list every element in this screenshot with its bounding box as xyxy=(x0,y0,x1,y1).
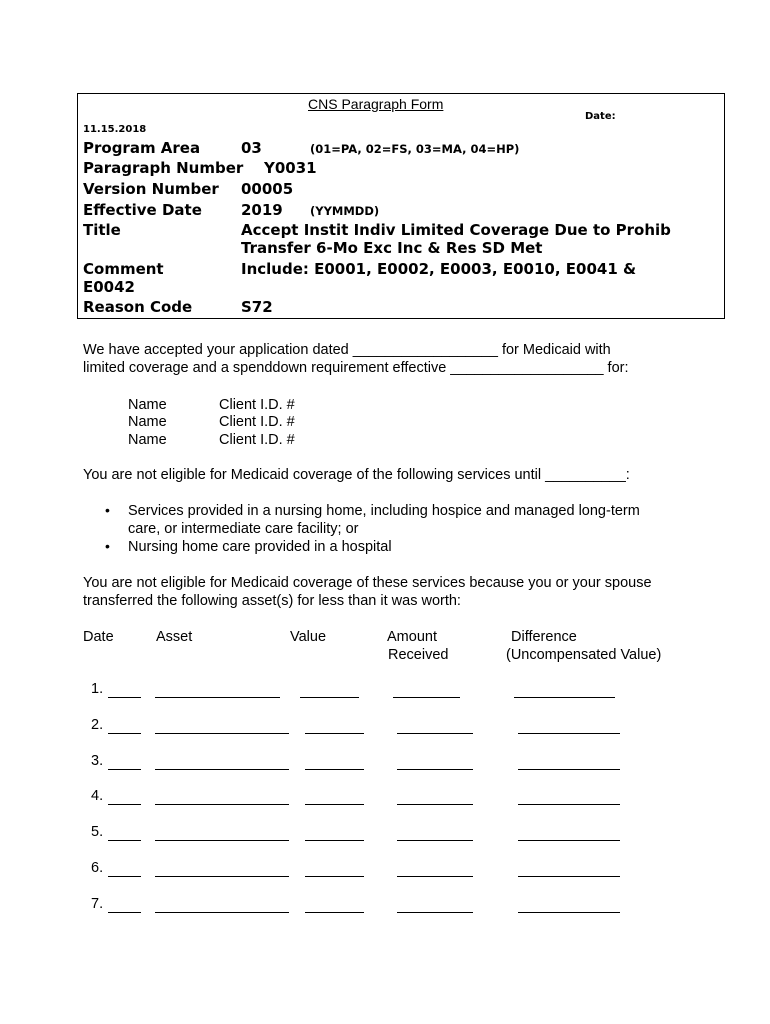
difference-blank xyxy=(518,876,620,877)
paragraph-transfer-line2: transferred the following asset(s) for less than it was worth: xyxy=(83,593,461,609)
comment-value-line2: E0042 xyxy=(83,278,135,296)
client-name: Name xyxy=(128,414,167,430)
effective-date-note: (YYMMDD) xyxy=(310,204,380,218)
reason-code-value: S72 xyxy=(241,298,273,316)
version-number-value: 00005 xyxy=(241,180,294,198)
asset-blank xyxy=(155,769,289,770)
paragraph-transfer-line1: You are not eligible for Medicaid coverage of these services because you or your spouse xyxy=(83,575,652,591)
amount-received-blank xyxy=(397,912,473,913)
value-blank xyxy=(305,840,364,841)
date-blank xyxy=(108,912,141,913)
title-value-line1: Accept Instit Indiv Limited Coverage Due to Prohib xyxy=(241,221,671,239)
date-blank xyxy=(108,840,141,841)
row-number: 4. xyxy=(91,788,104,804)
comment-label: Comment xyxy=(83,260,164,278)
client-name: Name xyxy=(128,432,167,448)
asset-blank xyxy=(155,840,289,841)
asset-blank xyxy=(155,912,289,913)
value-blank xyxy=(305,804,364,805)
bullet-dot: • xyxy=(105,502,110,518)
column-header-date: Date xyxy=(83,629,114,645)
row-number: 6. xyxy=(91,860,104,876)
amount-received-blank xyxy=(397,769,473,770)
paragraph-accepted-line1: We have accepted your application dated __________________ for Medicaid with xyxy=(83,342,611,358)
difference-blank xyxy=(514,697,615,698)
asset-blank xyxy=(155,733,289,734)
reason-code-label: Reason Code xyxy=(83,298,193,316)
program-area-label: Program Area xyxy=(83,139,201,157)
difference-blank xyxy=(518,769,620,770)
paragraph-not-eligible: You are not eligible for Medicaid coverage of the following services until __________: xyxy=(83,467,630,483)
amount-received-blank xyxy=(397,804,473,805)
date-stamp: 11.15.2018 xyxy=(83,124,147,135)
version-number-label: Version Number xyxy=(83,180,219,198)
title-label: Title xyxy=(83,221,121,239)
paragraph-number-value: Y0031 xyxy=(264,159,317,177)
amount-received-blank xyxy=(397,733,473,734)
column-header-difference-line1: Difference xyxy=(511,629,577,645)
program-area-value: 03 xyxy=(241,139,262,157)
title-value-line2: Transfer 6-Mo Exc Inc & Res SD Met xyxy=(241,239,543,257)
bullet-1-line1: Services provided in a nursing home, including hospice and managed long-term xyxy=(128,503,640,519)
difference-blank xyxy=(518,840,620,841)
client-id: Client I.D. # xyxy=(219,397,295,413)
client-name: Name xyxy=(128,397,167,413)
column-header-amount-line1: Amount xyxy=(387,629,437,645)
asset-blank xyxy=(155,804,289,805)
asset-blank xyxy=(155,697,280,698)
difference-blank xyxy=(518,912,620,913)
column-header-amount-line2: Received xyxy=(388,647,449,663)
comment-value-line1: Include: E0001, E0002, E0003, E0010, E0041 & xyxy=(241,260,637,278)
bullet-dot: • xyxy=(105,538,110,554)
paragraph-accepted-line2: limited coverage and a spenddown requirement effective ___________________ for: xyxy=(83,360,629,376)
row-number: 3. xyxy=(91,753,104,769)
asset-blank xyxy=(155,876,289,877)
value-blank xyxy=(305,876,364,877)
value-blank xyxy=(305,769,364,770)
effective-date-label: Effective Date xyxy=(83,201,202,219)
difference-blank xyxy=(518,804,620,805)
column-header-difference-line2: (Uncompensated Value) xyxy=(506,647,662,663)
date-blank xyxy=(108,804,141,805)
bullet-2-line1: Nursing home care provided in a hospital xyxy=(128,539,392,555)
client-id: Client I.D. # xyxy=(219,414,295,430)
value-blank xyxy=(305,912,364,913)
date-blank xyxy=(108,697,141,698)
value-blank xyxy=(305,733,364,734)
date-blank xyxy=(108,733,141,734)
column-header-asset: Asset xyxy=(156,629,193,645)
value-blank xyxy=(300,697,359,698)
row-number: 5. xyxy=(91,824,104,840)
date-label: Date: xyxy=(585,111,616,122)
amount-received-blank xyxy=(397,876,473,877)
amount-received-blank xyxy=(393,697,460,698)
difference-blank xyxy=(518,733,620,734)
form-title: CNS Paragraph Form xyxy=(308,96,444,112)
column-header-value: Value xyxy=(290,629,327,645)
bullet-1-line2: care, or intermediate care facility; or xyxy=(128,521,359,537)
amount-received-blank xyxy=(397,840,473,841)
row-number: 2. xyxy=(91,717,104,733)
effective-date-value: 2019 xyxy=(241,201,283,219)
row-number: 1. xyxy=(91,681,104,697)
paragraph-number-label: Paragraph Number xyxy=(83,159,244,177)
program-area-note: (01=PA, 02=FS, 03=MA, 04=HP) xyxy=(310,142,520,156)
client-id: Client I.D. # xyxy=(219,432,295,448)
row-number: 7. xyxy=(91,896,104,912)
date-blank xyxy=(108,769,141,770)
date-blank xyxy=(108,876,141,877)
